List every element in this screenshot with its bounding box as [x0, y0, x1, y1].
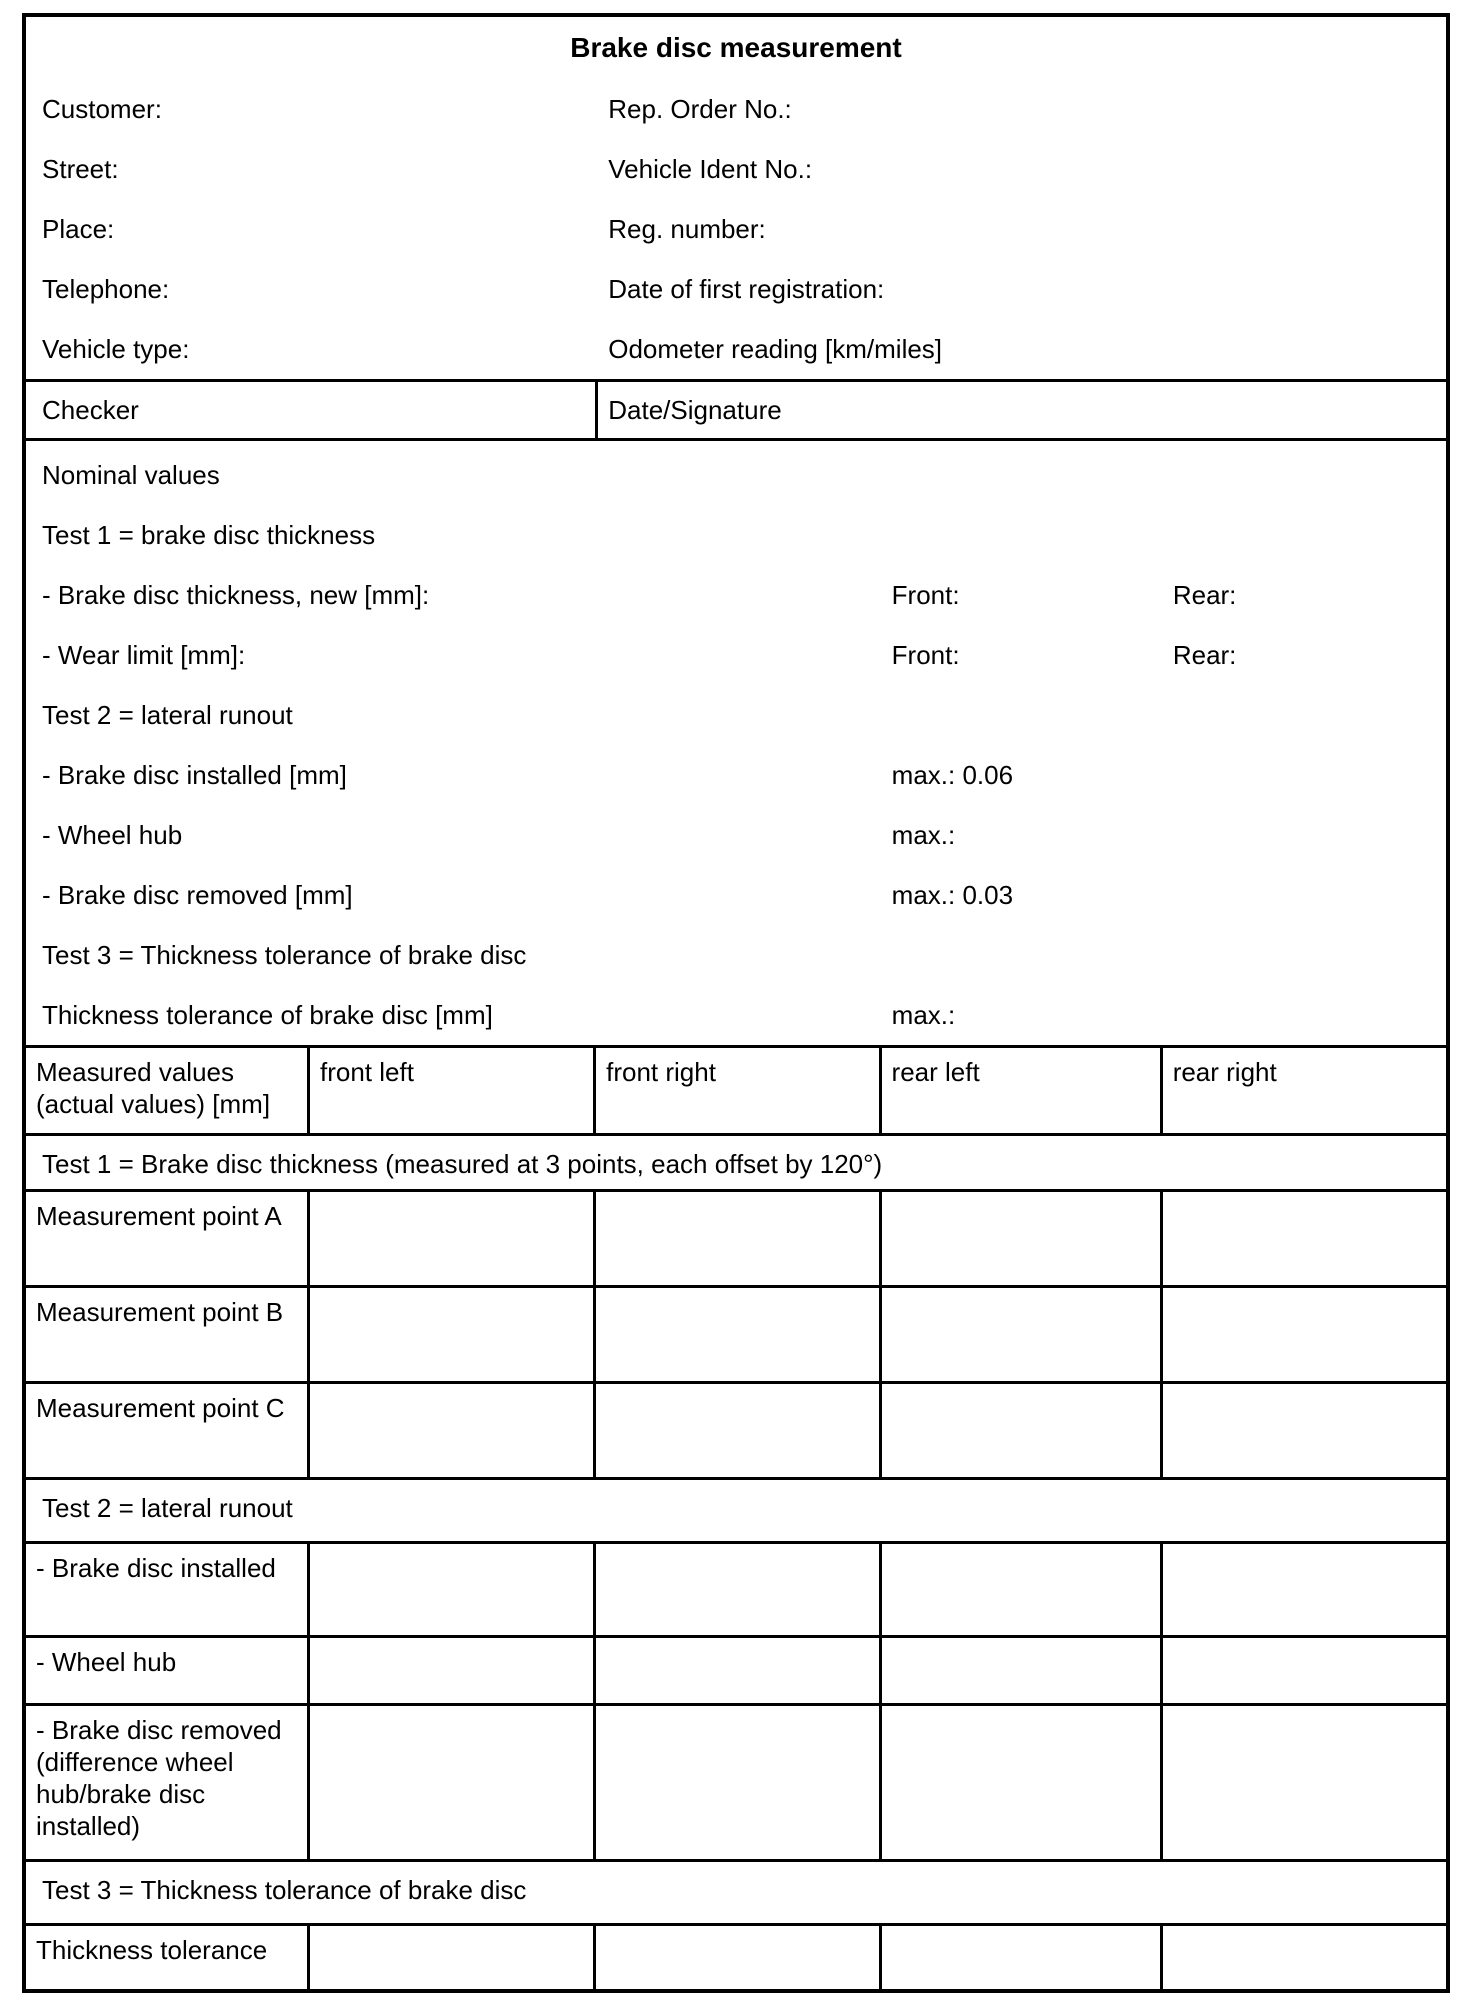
- rep-order-no-label: Rep. Order No.:: [608, 93, 792, 124]
- value-cell-front-right: [596, 1638, 881, 1703]
- vehicle-ident-no-label: Vehicle Ident No.:: [608, 153, 813, 184]
- test3-band-text: Test 3 = Thickness tolerance of brake disc: [42, 1875, 527, 1905]
- test1-section-band: [26, 1133, 1446, 1189]
- first-registration-date-label: Date of first registration:: [608, 273, 885, 304]
- odometer-reading-label: Odometer reading [km/miles]: [608, 333, 943, 364]
- value-cell-rear-right: [1163, 1192, 1446, 1285]
- form-header: [26, 17, 1446, 379]
- wear-limit-label: - Wear limit [mm]:: [42, 640, 246, 670]
- test3-section-band: [26, 1859, 1446, 1923]
- value-cell-rear-right: [1163, 1544, 1446, 1635]
- street-label: Street:: [42, 153, 119, 184]
- row-label-measurement-point-c: Measurement point C: [26, 1384, 310, 1477]
- value-cell-rear-left: [882, 1544, 1163, 1635]
- header-row-vehicle-type: [26, 319, 1446, 379]
- value-cell-rear-right: [1163, 1926, 1446, 1989]
- header-row-place: [26, 199, 1446, 259]
- wheel-hub-line: [26, 805, 1446, 865]
- telephone-label: Telephone:: [42, 273, 170, 304]
- header-row-customer: [26, 79, 1446, 139]
- wear-limit-line: [26, 625, 1446, 685]
- table-row-measurement-point-a: [26, 1189, 1446, 1285]
- value-cell-front-left: [310, 1544, 596, 1635]
- column-header-front-left: front left: [310, 1048, 596, 1133]
- nominal-values-section: [26, 441, 1446, 1045]
- test3-heading-line: [26, 925, 1446, 985]
- wheel-hub-max-value: max.:: [891, 820, 956, 850]
- column-header-rear-right: rear right: [1172, 1057, 1277, 1087]
- column-header-measured-values: Measured values (actual values) [mm]: [26, 1048, 310, 1133]
- value-cell-front-right: [596, 1926, 881, 1989]
- value-cell-front-left: [310, 1288, 596, 1381]
- test1-heading: Test 1 = brake disc thickness: [42, 520, 376, 550]
- wheel-hub-label: - Wheel hub: [42, 820, 183, 850]
- table-row-measurement-point-c: [26, 1381, 1446, 1477]
- nominal-heading-line: [26, 445, 1446, 505]
- form-title: Brake disc measurement: [570, 32, 902, 63]
- value-cell-rear-left: [882, 1192, 1163, 1285]
- table-row-wheel-hub: [26, 1635, 1446, 1703]
- table-row-thickness-tolerance: [26, 1923, 1446, 1989]
- value-cell-rear-right: [1163, 1638, 1446, 1703]
- disc-removed-label: - Brake disc removed [mm]: [42, 880, 353, 910]
- test1-band-text: Test 1 = Brake disc thickness (measured at 3 points, each offset by 120°): [42, 1149, 883, 1179]
- nominal-heading: Nominal values: [42, 460, 220, 490]
- value-cell-rear-left: [882, 1926, 1163, 1989]
- date-signature-label: Date/Signature: [608, 394, 782, 425]
- value-cell-rear-left: [882, 1384, 1163, 1477]
- value-cell-front-right: [596, 1192, 881, 1285]
- thickness-new-label: - Brake disc thickness, new [mm]:: [42, 580, 430, 610]
- test3-heading: Test 3 = Thickness tolerance of brake disc: [42, 940, 527, 970]
- value-cell-front-right: [596, 1384, 881, 1477]
- header-row-telephone: [26, 259, 1446, 319]
- disc-installed-label: - Brake disc installed [mm]: [42, 760, 347, 790]
- row-label-brake-disc-installed: - Brake disc installed: [26, 1544, 310, 1635]
- checker-label: Checker: [26, 382, 598, 438]
- disc-installed-max-value: max.: 0.06: [891, 760, 1014, 790]
- disc-removed-max-value: max.: 0.03: [891, 880, 1014, 910]
- value-cell-rear-left: [882, 1706, 1163, 1859]
- customer-label: Customer:: [42, 93, 162, 124]
- vehicle-type-label: Vehicle type:: [42, 333, 190, 364]
- measured-values-table: [26, 1045, 1446, 1989]
- test2-band-text: Test 2 = lateral runout: [42, 1493, 293, 1523]
- value-cell-front-right: [596, 1288, 881, 1381]
- value-cell-front-left: [310, 1638, 596, 1703]
- table-header-row: [26, 1045, 1446, 1133]
- header-row-street: [26, 139, 1446, 199]
- value-cell-front-left: [310, 1384, 596, 1477]
- row-label-wheel-hub: - Wheel hub: [26, 1638, 310, 1703]
- disc-removed-line: [26, 865, 1446, 925]
- table-row-brake-disc-removed: [26, 1703, 1446, 1859]
- table-row-measurement-point-b: [26, 1285, 1446, 1381]
- value-cell-rear-left: [882, 1288, 1163, 1381]
- thickness-tolerance-label: Thickness tolerance of brake disc [mm]: [42, 1000, 493, 1030]
- thickness-tolerance-max-value: max.:: [891, 1000, 956, 1030]
- reg-number-label: Reg. number:: [608, 213, 766, 244]
- thickness-new-front-label: Front:: [891, 580, 960, 610]
- thickness-tolerance-line: [26, 985, 1446, 1045]
- test2-heading: Test 2 = lateral runout: [42, 700, 293, 730]
- table-row-brake-disc-installed: [26, 1541, 1446, 1635]
- value-cell-front-right: [596, 1544, 881, 1635]
- row-label-measurement-point-b: Measurement point B: [26, 1288, 310, 1381]
- disc-installed-line: [26, 745, 1446, 805]
- value-cell-front-left: [310, 1192, 596, 1285]
- thickness-new-line: [26, 565, 1446, 625]
- wear-limit-rear-label: Rear:: [1172, 640, 1237, 670]
- column-header-rear-left: rear left: [882, 1048, 1163, 1133]
- value-cell-rear-right: [1163, 1706, 1446, 1859]
- value-cell-rear-left: [882, 1638, 1163, 1703]
- test1-heading-line: [26, 505, 1446, 565]
- row-label-measurement-point-a: Measurement point A: [26, 1192, 310, 1285]
- place-label: Place:: [42, 213, 115, 244]
- thickness-new-rear-label: Rear:: [1172, 580, 1237, 610]
- test2-section-band: [26, 1477, 1446, 1541]
- wear-limit-front-label: Front:: [891, 640, 960, 670]
- value-cell-front-left: [310, 1926, 596, 1989]
- value-cell-front-right: [596, 1706, 881, 1859]
- value-cell-front-left: [310, 1706, 596, 1859]
- value-cell-rear-right: [1163, 1288, 1446, 1381]
- test2-heading-line: [26, 685, 1446, 745]
- value-cell-rear-right: [1163, 1384, 1446, 1477]
- column-header-front-right: front right: [596, 1048, 881, 1133]
- checker-row: [26, 379, 1446, 441]
- row-label-brake-disc-removed: - Brake disc removed (difference wheel hub/brake disc installed): [26, 1706, 310, 1859]
- row-label-thickness-tolerance: Thickness tolerance: [26, 1926, 310, 1989]
- brake-disc-measurement-form: [22, 13, 1450, 1993]
